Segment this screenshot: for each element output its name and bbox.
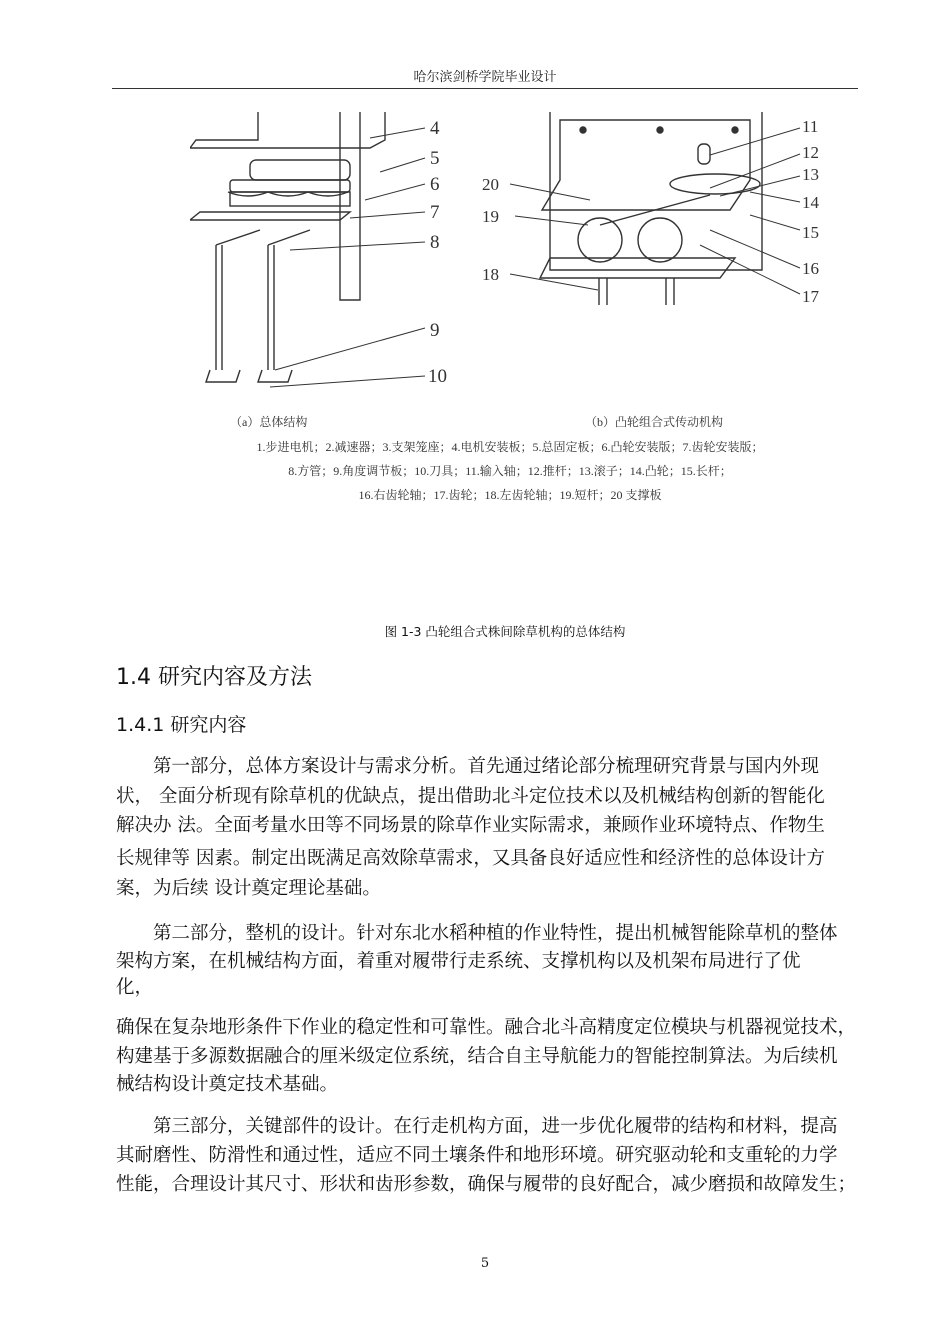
body-line: 其耐磨性、防滑性和通过性，适应不同土壤条件和地形环境。研究驱动轮和支重轮的力学 <box>116 1145 838 1166</box>
body-line: 化， <box>116 977 154 998</box>
body-line: 构建基于多源数据融合的厘米级定位系统，结合自主导航能力的智能控制算法。为后续机 <box>116 1046 838 1067</box>
part-label: 17 <box>802 287 819 306</box>
part-label: 16 <box>802 259 819 278</box>
section-heading: 1.4 研究内容及方法 <box>116 665 312 690</box>
header-rule <box>112 88 858 89</box>
body-line: 性能，合理设计其尺寸、形状和齿形参数，确保与履带的良好配合，减少磨损和故障发生； <box>116 1174 857 1195</box>
part-label: 7 <box>430 202 440 223</box>
drawing-b-cam-transmission <box>540 112 762 305</box>
part-label: 19 <box>482 207 499 226</box>
part-label: 15 <box>802 223 819 242</box>
part-label: 11 <box>802 117 819 136</box>
legend-line: 16.右齿轮轴；17.齿轮；18.左齿轮轴；19.短杆；20 支撑板 <box>358 488 662 502</box>
part-label: 14 <box>802 193 819 212</box>
figure-mechanism-drawing <box>190 100 830 510</box>
part-label: 12 <box>802 143 819 162</box>
part-label: 20 <box>482 175 499 194</box>
part-label: 9 <box>430 320 440 341</box>
body-line: 案，为后续 设计奠定理论基础。 <box>116 878 381 899</box>
page-header: 哈尔滨剑桥学院毕业设计 <box>413 70 557 85</box>
part-label: 4 <box>430 118 440 139</box>
body-line: 架构方案，在机械结构方面，着重对履带行走系统、支撑机构以及机架布局进行了优 <box>116 951 801 972</box>
legend-line: 8.方管；9.角度调节板；10.刀具；11.输入轴；12.推杆；13.滚子；14.凸轮；15.长杆； <box>288 464 732 478</box>
figure-caption: 图 1-3 凸轮组合式株间除草机构的总体结构 <box>384 624 626 639</box>
page-number: 5 <box>480 1256 490 1271</box>
body-line: 第二部分，整机的设计。针对东北水稻种植的作业特性，提出机械智能除草机的整体 <box>116 923 838 944</box>
part-label: 13 <box>802 165 819 184</box>
body-line: 长规律等 因素。制定出既满足高效除草需求，又具备良好适应性和经济性的总体设计方 <box>116 848 825 869</box>
part-label: 8 <box>430 232 440 253</box>
body-line: 械结构设计奠定技术基础。 <box>116 1074 339 1095</box>
part-label: 10 <box>428 366 447 387</box>
drawing-a-overall-structure <box>190 112 385 382</box>
subsection-heading: 1.4.1 研究内容 <box>116 714 247 736</box>
part-label: 18 <box>482 265 499 284</box>
subfigure-b-label: （b）凸轮组合式传动机构 <box>585 415 724 429</box>
part-label: 6 <box>430 174 440 195</box>
subfigure-a-label: （a）总体结构 <box>230 415 308 429</box>
legend-line: 1.步进电机；2.减速器；3.支架笼座；4.电机安装板；5.总固定板；6.凸轮安装版；7.齿轮安装版； <box>256 440 764 454</box>
body-line: 第三部分，关键部件的设计。在行走机构方面，进一步优化履带的结构和材料，提高 <box>116 1116 838 1137</box>
body-line: 状， 全面分析现有除草机的优缺点，提出借助北斗定位技术以及机械结构创新的智能化 <box>116 786 825 807</box>
body-line: 确保在复杂地形条件下作业的稳定性和可靠性。融合北斗高精度定位模块与机器视觉技术， <box>116 1017 857 1038</box>
part-label: 5 <box>430 148 440 169</box>
body-line: 解决办 法。全面考量水田等不同场景的除草作业实际需求，兼顾作业环境特点、作物生 <box>116 815 825 836</box>
body-line: 第一部分，总体方案设计与需求分析。首先通过绪论部分梳理研究背景与国内外现 <box>116 756 820 777</box>
drawing-part-labels <box>428 117 820 387</box>
figure-legend <box>230 414 764 502</box>
